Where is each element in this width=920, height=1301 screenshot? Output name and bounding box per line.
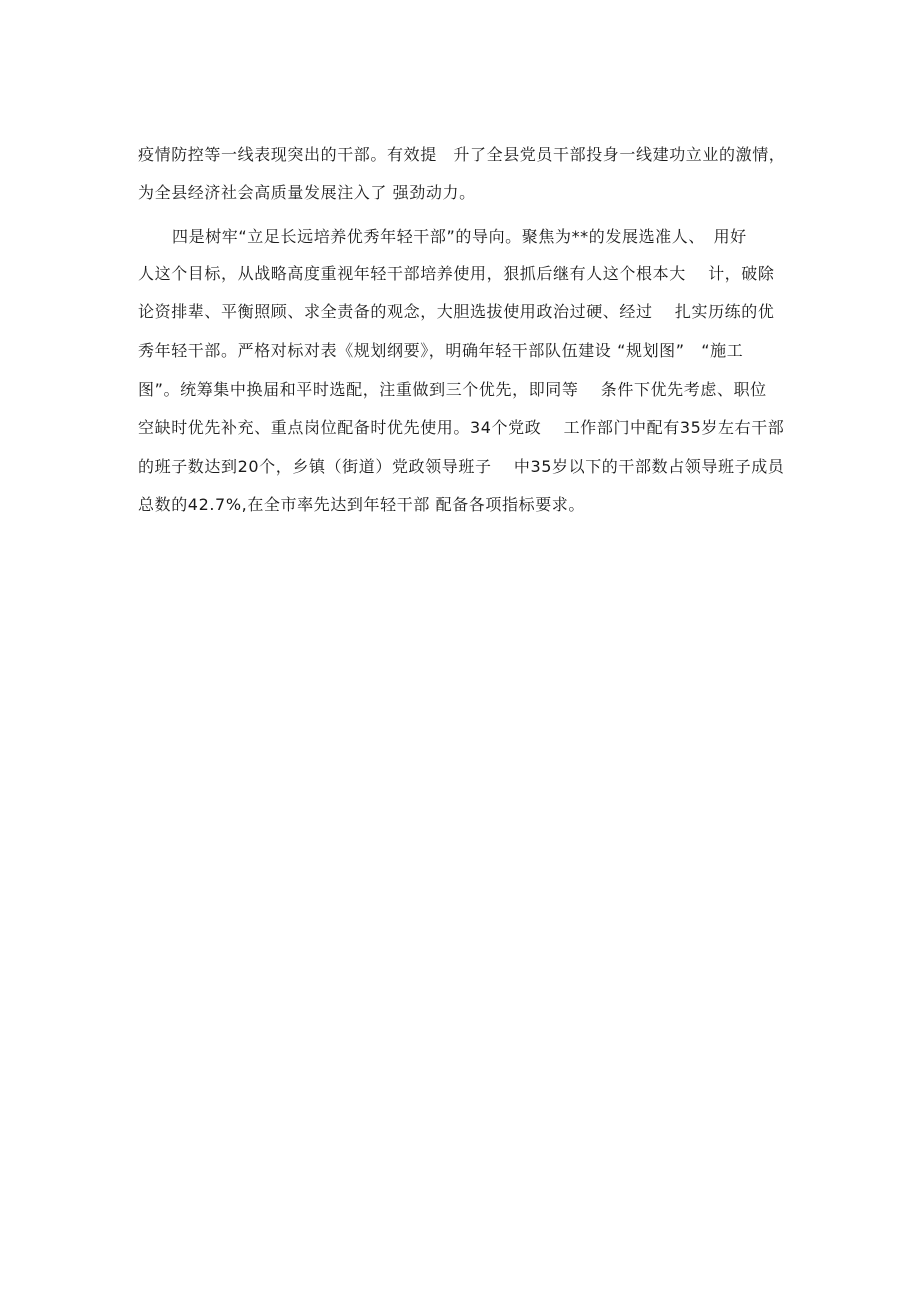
paragraph-2-line-4: 秀年轻干部。严格对标对表《规划纲要》，明确年轻干部队伍建设 “规划图” “施工 bbox=[138, 341, 744, 360]
paragraph-1-line-1: 疫情防控等一线表现突出的干部。有效提 升了全县党员干部投身一线建功立业的激情， bbox=[138, 145, 786, 164]
paragraph-2-line-6: 空缺时优先补充、重点岗位配备时优先使用。34个党政 工作部门中配有35岁左右干部 bbox=[138, 418, 785, 437]
paragraph-2-line-5: 图”。统筹集中换届和平时选配，注重做到三个优先，即同等 条件下优先考虑、职位 bbox=[138, 380, 767, 399]
paragraph-2-line-2: 人这个目标，从战略高度重视年轻干部培养使用，狠抓后继有人这个根本大 计，破除 bbox=[138, 264, 775, 283]
paragraph-2-line-1: 四是树牢“立足长远培养优秀年轻干部”的导向。聚焦为**的发展选准人、 用好 bbox=[172, 227, 747, 246]
paragraph-2-line-7: 的班子数达到20个，乡镇（街道）党政领导班子 中35岁以下的干部数占领导班子成员 bbox=[138, 457, 785, 476]
paragraph-1-line-2: 为全县经济社会高质量发展注入了 强劲动力。 bbox=[138, 183, 476, 202]
paragraph-2-line-3: 论资排辈、平衡照顾、求全责备的观念，大胆选拔使用政治过硬、经过 扎实历练的优 bbox=[138, 302, 775, 321]
paragraph-2-line-8: 总数的42.7%,在全市率先达到年轻干部 配备各项指标要求。 bbox=[138, 495, 586, 514]
